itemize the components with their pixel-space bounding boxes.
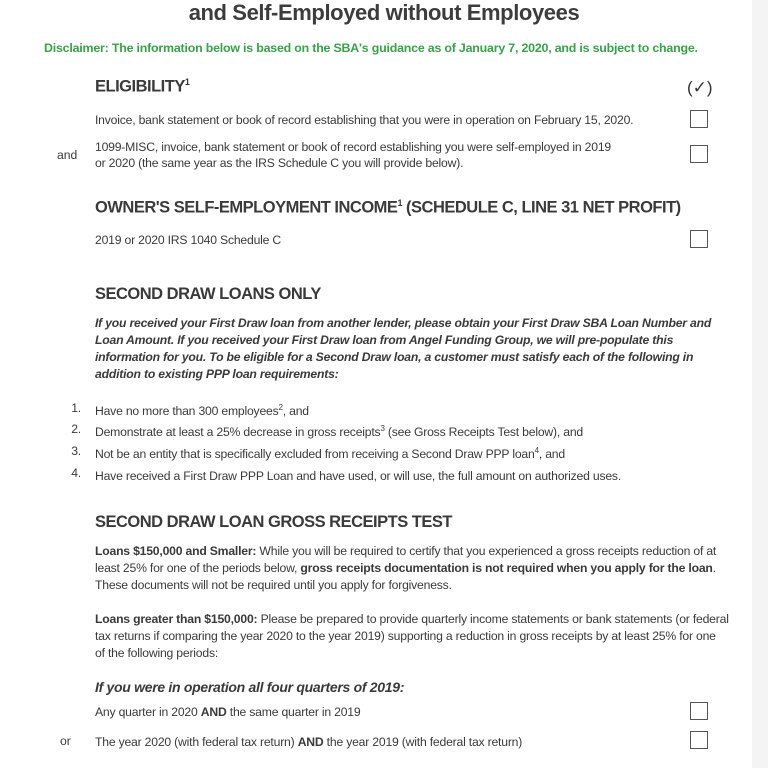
- second-draw-heading: SECOND DRAW LOANS ONLY: [95, 285, 321, 303]
- eligibility-item-2-line1: 1099-MISC, invoice, bank statement or book of record establishing you were self-employed in 2019: [95, 140, 611, 154]
- list-number-4: 4.: [71, 466, 81, 480]
- eligibility-heading: ELIGIBILITY$^1$: [95, 77, 190, 96]
- check-column-header: (✓): [687, 78, 713, 97]
- small-loans-line-1: Loans $150,000 and Smaller: While you will be required to certify that you experienced a gross receipts reduction of at: [95, 544, 717, 558]
- eligibility-item-1-checkbox[interactable]: [690, 110, 708, 128]
- option-2-text: The year 2020 (with federal tax return) AND the year 2019 (with federal tax return): [95, 735, 523, 749]
- option-2-prefix: or: [60, 734, 71, 748]
- second-draw-intro-line-4: addition to existing PPP loan requirements:: [95, 367, 339, 381]
- page-edge: [752, 0, 768, 768]
- list-item-3: Not be an entity that is specifically excluded from receiving a Second Draw PPP loan$^4$, and: [95, 446, 565, 462]
- eligibility-item-1-text: Invoice, bank statement or book of record establishing that you were in operation on February 15, 2020.: [95, 113, 634, 127]
- second-draw-intro-line-2: Loan Amount. If you received your First Draw loan from Angel Funding Group, we will pre-populate this: [95, 333, 674, 347]
- list-item-2: Demonstrate at least a 25% decrease in gross receipts$^3$ (see Gross Receipts Test below), and: [95, 424, 583, 440]
- owner-income-checkbox[interactable]: [690, 230, 708, 248]
- eligibility-item-2-checkbox[interactable]: [690, 145, 708, 163]
- operation-sub-heading: If you were in operation all four quarters of 2019:: [95, 679, 405, 695]
- list-item-1: Have no more than 300 employees$^2$, and: [95, 403, 309, 419]
- list-number-2: 2.: [71, 422, 81, 436]
- second-draw-intro-line-1: If you received your First Draw loan from another lender, please obtain your First Draw SBA Loan Number and: [95, 316, 712, 330]
- eligibility-item-2-prefix: and: [57, 148, 78, 162]
- option-2-checkbox[interactable]: [690, 731, 708, 749]
- list-number-3: 3.: [71, 444, 81, 458]
- large-loans-line-1: Loans greater than $150,000: Please be prepared to provide quarterly income statements or bank statements (or federal: [95, 612, 729, 626]
- option-1-checkbox[interactable]: [690, 702, 708, 720]
- small-loans-line-3: These documents will not be required until you apply for forgiveness.: [95, 578, 452, 592]
- disclaimer-text: Disclaimer: The information below is based on the SBA's guidance as of January 7, 2020, and is subject to change.: [44, 41, 698, 55]
- list-item-4: Have received a First Draw PPP Loan and have used, or will use, the full amount on authorized uses.: [95, 469, 622, 484]
- second-draw-intro-line-3: information for you. To be eligible for a Second Draw loan, a customer must satisfy each of the following in: [95, 350, 694, 364]
- owner-income-item-text: 2019 or 2020 IRS 1040 Schedule C: [95, 233, 282, 247]
- small-loans-line-2: least 25% for one of the periods below, gross receipts documentation is not required when you apply for the loan.: [95, 561, 716, 575]
- eligibility-item-2-line2: or 2020 (the same year as the IRS Schedule C you will provide below).: [95, 156, 464, 170]
- option-1-text: Any quarter in 2020 AND the same quarter in 2019: [95, 705, 361, 719]
- owner-income-heading: OWNER'S SELF-EMPLOYMENT INCOME$^1$ (SCHEDULE C, LINE 31 NET PROFIT): [95, 198, 681, 217]
- list-number-1: 1.: [71, 401, 81, 415]
- gross-receipts-heading: SECOND DRAW LOAN GROSS RECEIPTS TEST: [95, 513, 452, 531]
- large-loans-line-3: of the following periods:: [95, 646, 219, 660]
- large-loans-line-2: tax returns if comparing the year 2020 to the year 2019) supporting a reduction in gross receipts by at least 25% for one: [95, 629, 716, 643]
- page-title: and Self-Employed without Employees: [188, 0, 580, 25]
